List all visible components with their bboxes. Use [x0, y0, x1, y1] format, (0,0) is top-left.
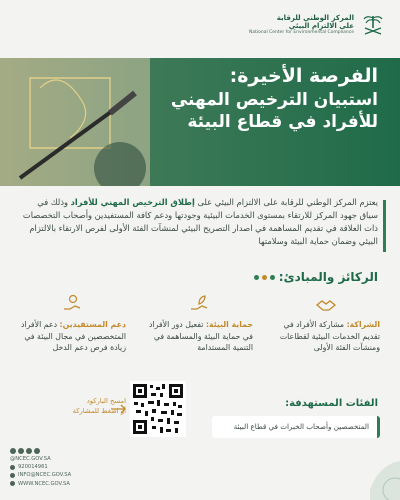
social-icons: [10, 448, 71, 454]
pillar-support-label: دعم المستفيدين:: [59, 320, 126, 329]
instagram-icon[interactable]: [18, 448, 24, 454]
email-icon: [10, 473, 15, 478]
linkedin-icon[interactable]: [34, 448, 40, 454]
intro-text-before: يعتزم المركز الوطني للرقابة على الالتزام البيئي على: [194, 197, 378, 207]
footer-website[interactable]: WWW.NCEC.GOV.SA: [18, 480, 70, 487]
intro-highlight: إطلاق الترخيص المهني للأفراد: [70, 197, 195, 207]
hero-title-line1: الفرصة الأخيرة:: [229, 65, 378, 87]
pillar-beneficiary-support: [18, 293, 126, 383]
footer-email[interactable]: INFO@NCEC.GOV.SA: [18, 472, 72, 479]
qr-instruction[interactable]: [70, 396, 126, 416]
hero-title-line3: للأفراد في قطاع البيئة: [187, 111, 378, 132]
pillar-environment-protection: [145, 293, 253, 383]
pillars-title: الركائز والمبادئ:: [278, 270, 378, 284]
youtube-icon[interactable]: [26, 448, 32, 454]
palm-swords-logo-icon: [360, 12, 386, 38]
intro-paragraph: [18, 196, 378, 247]
pillar-partnership: [272, 293, 380, 383]
pillars-list: [18, 293, 380, 383]
decorative-dots-icon: [254, 275, 275, 280]
hand-coin-icon: [61, 293, 83, 315]
footer-phone[interactable]: 920014961: [18, 464, 48, 471]
globe-icon: [10, 481, 15, 486]
qr-label-line1: امسح الباركود: [86, 397, 126, 405]
qr-label-line2: أو اضغط للمشاركة: [72, 407, 126, 416]
x-social-icon[interactable]: [10, 448, 16, 454]
hero-title-line2: استبيان الترخيص المهني: [170, 89, 378, 110]
footer-contacts: [10, 448, 71, 488]
category-item: المتخصصين وأصحاب الخبرات في قطاع البيئة: [212, 416, 380, 438]
intro-text-after: وذلك في سياق جهود المركز للارتقاء بمستوى الخدمات البيئية وجودتها ودعم كافة المستفيدين وأصحاب التخصصات ذات العلاقة في تقديم المساهمة في اصدار التصريح البيئي لمنشآت الفئة الأولى لفرص الارتقاء بالالتزام البيئي وضمان حماية البيئة وسلامتها: [22, 197, 378, 246]
pillar-support-text: دعم الأفراد المتخصصين في مجال البيئة في زيادة فرص دعم الدخل: [20, 320, 126, 353]
org-name-ar-line2: على الالتزام البيئي: [288, 22, 354, 31]
org-name-en: National Center for Environmental Compliance: [248, 30, 354, 36]
corner-decoration: [340, 440, 400, 500]
handshake-icon: [315, 293, 337, 315]
footer-handle[interactable]: @NCEC.GOV.SA: [10, 455, 51, 462]
org-name-ar-line1: المركز الوطني للرقابة: [276, 14, 354, 23]
pillar-partnership-label: الشراكة:: [346, 320, 380, 329]
hand-leaf-icon: [188, 293, 210, 315]
qr-code[interactable]: [130, 381, 186, 437]
pillar-environment-text: تفعيل دور الأفراد في حماية البيئة والمساهمة في التنمية المستدامة: [149, 320, 253, 353]
phone-icon: [10, 465, 15, 470]
hero-banner: [0, 58, 400, 186]
org-logo: [249, 12, 386, 38]
pillar-partnership-text: مشاركة الأفراد في تقديم الخدمات البيئية لقطاعات ومنشآت الفئة الأولى: [279, 320, 380, 353]
intro-accent-bar: [383, 200, 386, 252]
categories-heading: الفئات المستهدفة:: [285, 398, 378, 409]
pillars-heading: [254, 270, 378, 284]
pillar-environment-label: حماية البيئة:: [205, 320, 253, 329]
